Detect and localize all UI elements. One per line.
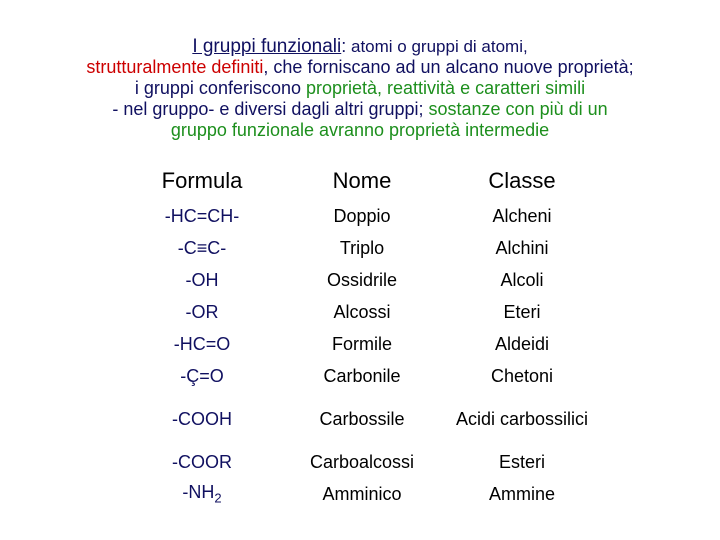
intro-line-2	[0, 57, 720, 78]
table-row	[122, 328, 602, 360]
intro-red-phrase: strutturalmente definiti	[86, 57, 264, 77]
intro-line-1	[0, 36, 720, 57]
formula-cell: -OR	[185, 301, 219, 322]
nome-cell: Formile	[331, 333, 392, 354]
table-row	[122, 446, 602, 478]
classe-cell: Eteri	[503, 301, 541, 322]
table-row	[122, 264, 602, 296]
nome-cell: Alcossi	[333, 301, 391, 322]
header-classe: Classe	[488, 168, 556, 193]
classe-cell: Acidi carbossilici	[455, 409, 589, 429]
intro-line-3	[0, 78, 720, 99]
nome-cell: Carbossile	[319, 408, 405, 429]
classe-cell: Esteri	[498, 451, 545, 472]
table-row	[122, 296, 602, 328]
intro-text	[0, 36, 720, 141]
intro-navy-phrase-3: - nel gruppo- e diversi dagli altri gruppi;	[112, 99, 429, 119]
title-tail: atomi o gruppi di atomi,	[346, 37, 528, 56]
classe-cell: Alchini	[495, 237, 549, 258]
title-colon: :	[341, 36, 347, 56]
intro-line-5	[0, 120, 720, 141]
intro-line-4	[0, 99, 720, 120]
header-formula: Formula	[161, 168, 243, 193]
nome-cell: Carbonile	[323, 365, 401, 386]
formula-cell: -C≡C-	[177, 237, 227, 258]
nome-cell: Doppio	[333, 205, 391, 226]
nome-cell: Triplo	[339, 237, 385, 258]
formula-cell: -Ç=O	[180, 365, 224, 386]
classe-cell: Aldeidi	[494, 333, 550, 354]
table-row	[122, 232, 602, 264]
intro-green-phrase-3: gruppo funzionale avranno proprietà intermedie	[170, 120, 550, 140]
formula-cell: -HC=CH-	[164, 205, 240, 226]
formula-cell	[122, 478, 282, 510]
table-row	[122, 478, 602, 510]
table-row	[122, 392, 602, 446]
formula-cell: -HC=O	[173, 333, 231, 354]
intro-green-phrase-1: proprietà, reattività e caratteri simili	[306, 78, 586, 98]
functional-groups-table	[122, 162, 602, 510]
intro-navy-phrase-1: , che forniscano ad un alcano nuove proprietà;	[263, 57, 634, 77]
header-nome: Nome	[332, 168, 392, 193]
classe-cell: Alcheni	[492, 205, 552, 226]
intro-navy-phrase-2: i gruppi conferiscono	[134, 78, 306, 98]
page-title: I gruppi funzionali	[192, 36, 342, 57]
formula-cell: -COOR	[172, 451, 232, 472]
classe-cell: Alcoli	[500, 269, 544, 290]
classe-cell: Ammine	[488, 483, 555, 504]
formula-cell: -COOH	[172, 408, 232, 429]
classe-cell: Chetoni	[490, 365, 554, 386]
table-header-row	[122, 162, 602, 200]
table-row	[122, 360, 602, 392]
table-row	[122, 200, 602, 232]
nome-cell: Ossidrile	[326, 269, 397, 290]
nome-cell: Amminico	[322, 483, 402, 504]
nome-cell: Carboalcossi	[309, 451, 415, 472]
formula-main: -NH	[182, 482, 215, 503]
formula-cell: -OH	[185, 269, 219, 290]
intro-green-phrase-2: sostanze con più di un	[428, 99, 608, 119]
formula-subscript: 2	[214, 490, 222, 506]
